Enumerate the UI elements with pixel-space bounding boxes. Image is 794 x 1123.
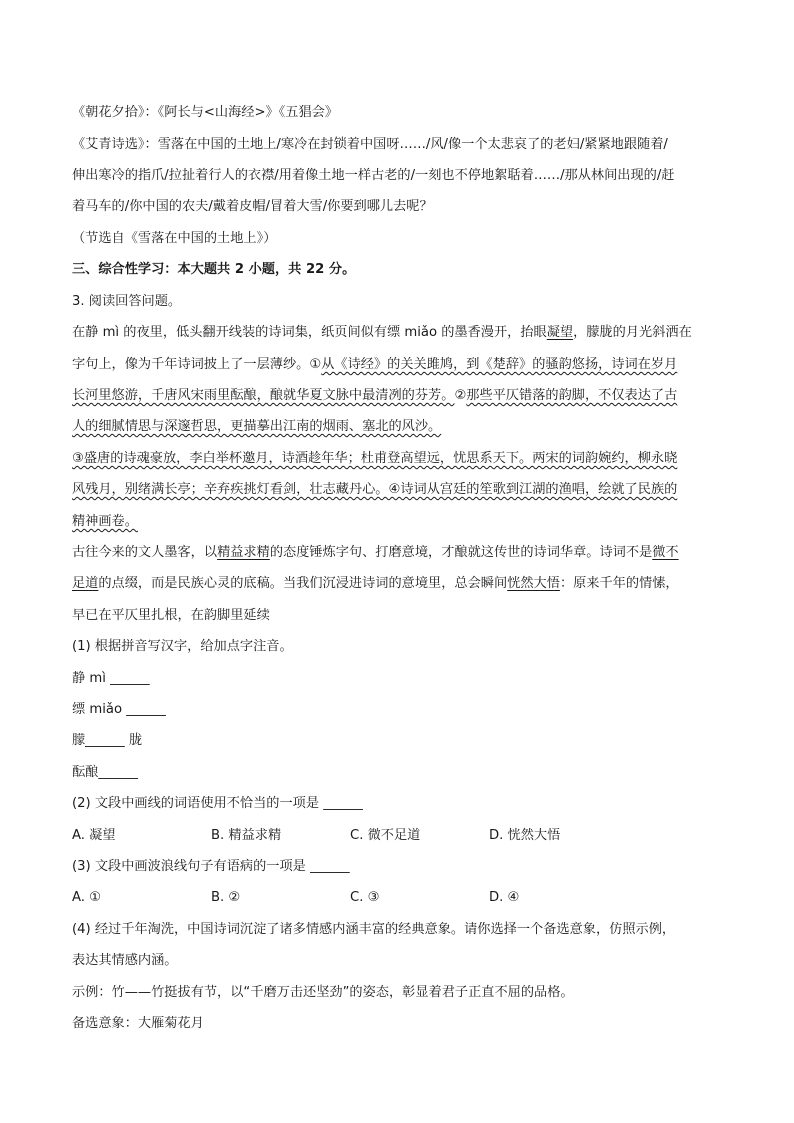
wavy-sentence-4: 风残月，别绪满长亭；辛弃疾挑灯看剑，壮志藏丹心。④诗词从宫廷的笙歌到江湖的渔唱，绘就了民族的 xyxy=(72,482,678,497)
wavy-sentence-1-cont: 长河里悠游，千唐风宋雨里酝酿，酿就华夏文脉中最清冽的芬芳。 xyxy=(72,388,455,403)
option-c: C. ③ xyxy=(350,890,380,905)
intro-line-3: 伸出寒冷的指爪/拉扯着行人的衣襟/用着像土地一样古老的/一刻也不停地絮聒着……/那从林间出现的/赶 xyxy=(72,168,675,183)
sub-question-1-item: 朦______ 胧 xyxy=(72,733,143,748)
sub-question-2-options xyxy=(72,827,628,845)
wavy-sentence-3: ③盛唐的诗魂豪放，李白举杯邀月，诗酒趁年华；杜甫登高望远，忧思系天下。两宋的词韵婉约，柳永晓 xyxy=(72,451,678,466)
passage-line-7 xyxy=(72,513,138,531)
underlined-word-huangrandawu: 恍然大悟 xyxy=(507,576,560,591)
option-a: A. 凝望 xyxy=(72,828,116,843)
section-heading: 三、综合性学习：本大题共 2 小题，共 22 分。 xyxy=(72,262,356,277)
intro-line-2: 《艾青诗选》：雪落在中国的土地上/寒冷在封锁着中国呀……/风/像一个太悲哀了的老妇/紧紧地跟随着/ xyxy=(72,137,668,152)
intro-line-1: 《朝花夕拾》：《阿长与<山海经>》《五猖会》 xyxy=(72,105,339,120)
intro-source: （节选自《雪落在中国的土地上》） xyxy=(72,231,277,246)
wavy-sentence-2-cont: 人的细腻情思与深邃哲思，更描摹出江南的烟雨、塞北的风沙。 xyxy=(72,419,442,434)
sub-question-1-item: 静 mì ______ xyxy=(72,671,150,686)
passage-line-9 xyxy=(72,575,679,593)
option-d: D. 恍然大悟 xyxy=(489,828,561,843)
passage-line-6 xyxy=(72,481,677,499)
sub-question-4-choices: 备选意象：大雁菊花月 xyxy=(72,1016,204,1031)
passage-text: ，朦胧的月光斜洒在 xyxy=(573,325,692,340)
underlined-word-weibuzudao-cont: 足道 xyxy=(72,576,99,591)
sub-question-3-prompt: (3) 文段中画波浪线句子有语病的一项是 ______ xyxy=(72,859,350,874)
wavy-sentence-1: 从《诗经》的关关雎鸠，到《楚辞》的骚韵悠扬，诗词在岁月 xyxy=(321,357,678,372)
passage-line-3 xyxy=(72,387,677,405)
passage-text: 古往今来的文人墨客，以 xyxy=(72,545,218,560)
passage-line-10: 早已在平仄里扎根，在韵脚里延续 xyxy=(72,608,270,623)
passage-line-5 xyxy=(72,450,677,468)
passage-text: ② xyxy=(454,388,467,403)
intro-line-4: 着马车的/你中国的农夫/戴着皮帽/冒着大雪/你要到哪儿去呢？ xyxy=(72,199,433,214)
passage-text: 字句上，像为千年诗词披上了一层薄纱。① xyxy=(72,357,322,372)
sub-question-4-example: 示例：竹——竹挺拔有节，以“千磨万击还坚劲”的姿态，彰显着君子正直不屈的品格。 xyxy=(72,985,574,1000)
question-3-title: 3. 阅读回答问题。 xyxy=(72,294,182,309)
passage-text: ：原来千年的情愫， xyxy=(559,576,679,591)
underlined-word-weibuzudao: 微不 xyxy=(652,545,679,560)
option-a: A. ① xyxy=(72,890,101,905)
option-d: D. ④ xyxy=(489,890,520,905)
underlined-word-jingyiqiujing: 精益求精 xyxy=(217,545,270,560)
passage-text: 的态度锤炼字句、打磨意境，才酿就这传世的诗词华章。诗词不是 xyxy=(269,545,653,560)
sub-question-4-prompt: (4) 经过千年淘洗，中国诗词沉淀了诸多情感内涵丰富的经典意象。请你选择一个备选意象，仿照示例， xyxy=(72,922,676,937)
underlined-word-ningwang: 凝望 xyxy=(546,325,574,340)
passage-line-1 xyxy=(72,324,692,342)
sub-question-1-item: 缥 miǎo ______ xyxy=(72,702,166,717)
wavy-sentence-2: 那些平仄错落的韵脚，不仅表达了古 xyxy=(466,388,678,403)
sub-question-2-prompt: (2) 文段中画线的词语使用不恰当的一项是 ______ xyxy=(72,796,363,811)
option-b: B. ② xyxy=(211,890,241,905)
sub-question-1-prompt: (1) 根据拼音写汉字，给加点字注音。 xyxy=(72,639,293,654)
sub-question-3-options xyxy=(72,889,628,907)
option-b: B. 精益求精 xyxy=(211,828,282,843)
passage-line-8 xyxy=(72,544,679,562)
sub-question-1-item: 酝酿______ xyxy=(72,765,138,780)
passage-line-2 xyxy=(72,356,677,374)
passage-text: 的点缀，而是民族心灵的底稿。当我们沉浸进诗词的意境里，总会瞬间 xyxy=(98,576,508,591)
passage-text: 在静 mì 的夜里，低头翻开线装的诗词集，纸页间似有缥 miǎo 的墨香漫开，抬眼 xyxy=(72,325,547,340)
sub-question-4-prompt-cont: 表达其情感内涵。 xyxy=(72,953,178,968)
option-c: C. 微不足道 xyxy=(350,828,421,843)
passage-line-4 xyxy=(72,418,441,436)
wavy-sentence-4-cont: 精神画卷。 xyxy=(72,514,138,529)
